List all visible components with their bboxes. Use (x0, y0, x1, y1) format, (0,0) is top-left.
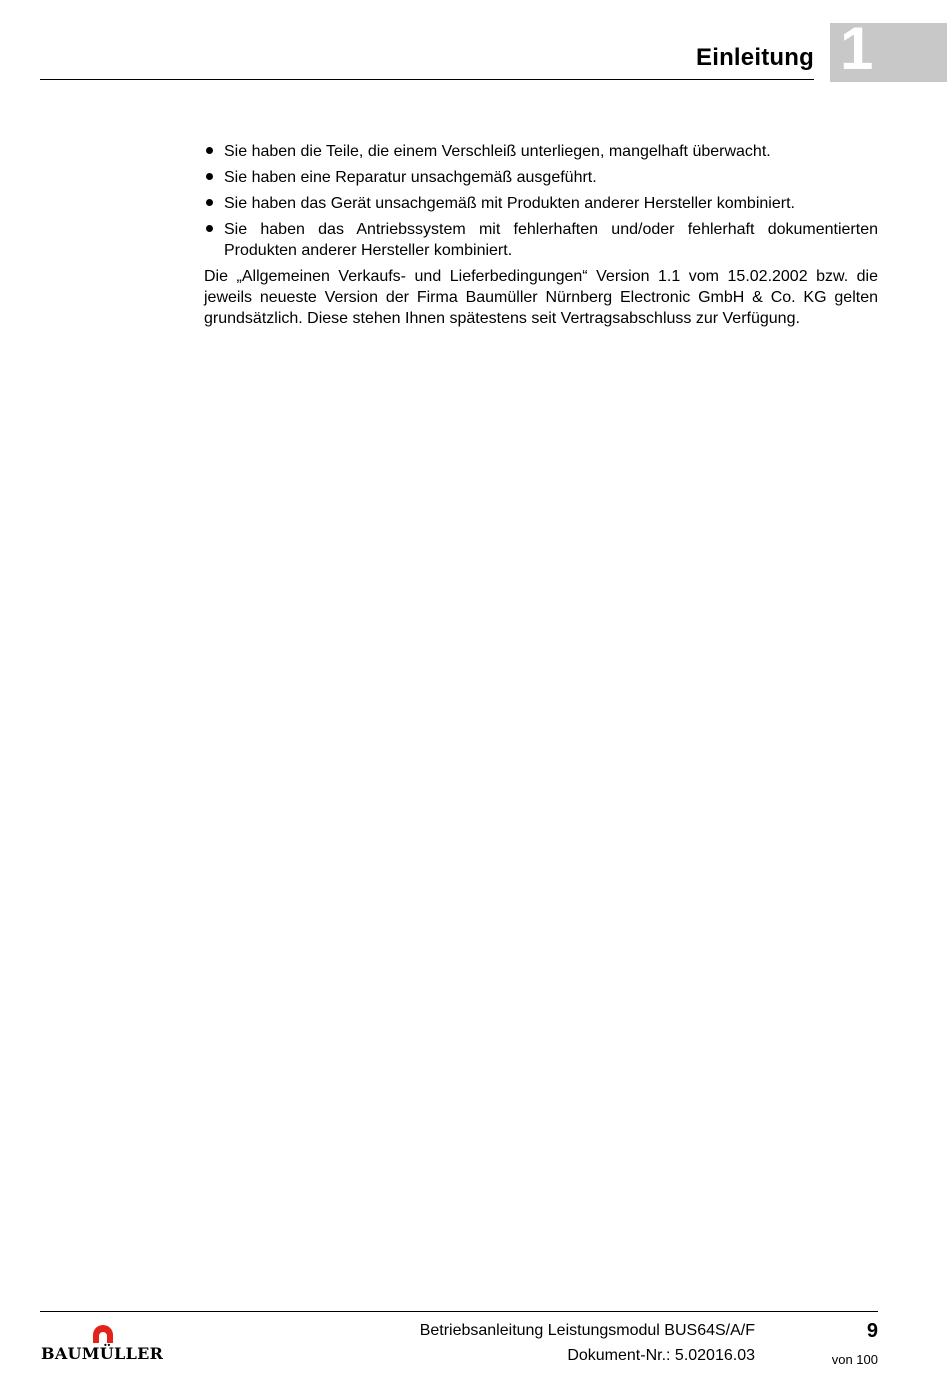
list-item (204, 167, 878, 188)
page-number: 9 (866, 1320, 878, 1342)
document-number: Dokument-Nr.: 5.02016.03 (567, 1347, 755, 1364)
main-content (204, 141, 878, 329)
list-item-text: Sie haben eine Reparatur unsachgemäß ausgeführt. (224, 169, 597, 186)
list-item (204, 219, 878, 261)
bullet-icon (206, 199, 213, 206)
bullet-icon (206, 225, 213, 232)
list-item-text: Sie haben das Antriebssystem mit fehlerhaften und/oder fehlerhaft dokumentierten Produkten anderer Hersteller kombiniert. (224, 221, 878, 259)
logo-emblem-icon (91, 1325, 115, 1344)
bullet-list (204, 141, 878, 261)
list-item-text: Sie haben das Gerät unsachgemäß mit Produkten anderer Hersteller kombiniert. (224, 195, 795, 212)
list-item (204, 193, 878, 214)
list-item-text: Sie haben die Teile, die einem Verschleiß unterliegen, mangelhaft überwacht. (224, 143, 771, 160)
logo-wordmark: BAUMÜLLER (41, 1344, 164, 1363)
footer-divider (40, 1311, 878, 1312)
bullet-icon (206, 147, 213, 154)
terms-paragraph: Die „Allgemeinen Verkaufs- und Lieferbedingungen“ Version 1.1 vom 15.02.2002 bzw. die jeweils neueste Version der Firma Baumüller Nürnberg Electronic GmbH & Co. KG gelten grundsätzlich. Diese stehen Ihnen spätestens seit Vertragsabschluss zur Verfügung. (204, 268, 878, 327)
baumueller-logo (41, 1325, 165, 1365)
bullet-icon (206, 173, 213, 180)
list-item (204, 141, 878, 162)
page-total: von 100 (831, 1352, 878, 1367)
manual-title: Betriebsanleitung Leistungsmodul BUS64S/A/F (419, 1322, 755, 1339)
header-divider (40, 79, 814, 80)
chapter-number: 1 (840, 15, 874, 82)
chapter-tab (830, 15, 947, 82)
chapter-title: Einleitung (696, 44, 814, 71)
